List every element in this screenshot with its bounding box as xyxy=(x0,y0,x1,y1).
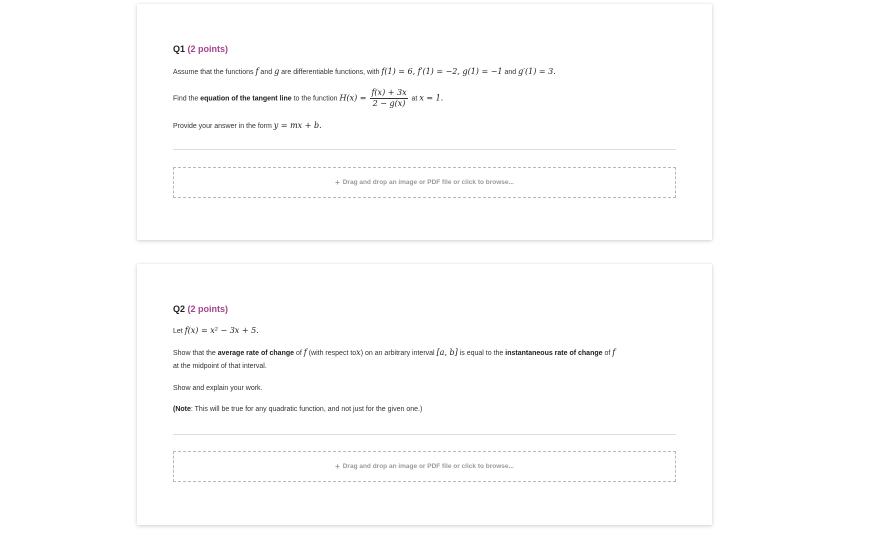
fraction: $\frac{f(x) + 3x}{2 - g(x)}$ xyxy=(371,88,407,108)
question-number: Q2 xyxy=(173,304,186,314)
question-text-line-1: Assume that the functions f and g are differentiable functions, with f(1) = 6, f′(1) = −2, g(1) = −1 and g′(1) = 3. xyxy=(173,67,556,76)
question-number: Q1 xyxy=(173,44,186,54)
question-text-line-2: Show that the average rate of change of f (with respect tox) on an arbitrary interval [a, b] is equal to the instantaneous rate of change of f xyxy=(173,348,616,357)
question-text-line-3: Show and explain your work. xyxy=(173,385,263,392)
plus-icon: + xyxy=(335,178,340,187)
bold-term: average rate of change xyxy=(217,350,295,357)
divider xyxy=(173,434,676,435)
question-points: (2 points) xyxy=(187,304,229,314)
question-header xyxy=(173,44,228,54)
question-card-q2 xyxy=(137,264,712,525)
note-label: (Note xyxy=(173,406,191,413)
question-points: (2 points) xyxy=(187,44,229,54)
question-text-line-1: Let f(x) = x² − 3x + 5. xyxy=(173,326,259,335)
plus-icon: + xyxy=(335,462,340,471)
question-text-line-2: Find the equation of the tangent line to the function H(x) = $\frac{f(x) + 3x}{2 - g(x)}$ at x = 1. xyxy=(173,88,444,108)
upload-label: Drag and drop an image or PDF file or click to browse... xyxy=(342,179,514,186)
divider xyxy=(173,149,676,150)
question-text-line-3: Provide your answer in the form y = mx + b. xyxy=(173,121,322,130)
file-upload-dropzone[interactable] xyxy=(173,451,676,482)
question-text-line-2b: at the midpoint of that interval. xyxy=(173,363,267,370)
question-note: (Note: This will be true for any quadratic function, and not just for the given one.) xyxy=(173,406,423,413)
file-upload-dropzone[interactable] xyxy=(173,167,676,198)
bold-term: instantaneous rate of change xyxy=(505,350,603,357)
upload-label: Drag and drop an image or PDF file or click to browse... xyxy=(342,463,514,470)
question-header xyxy=(173,304,228,314)
bold-term: equation of the tangent line xyxy=(200,95,292,103)
question-card-q1 xyxy=(137,4,712,240)
